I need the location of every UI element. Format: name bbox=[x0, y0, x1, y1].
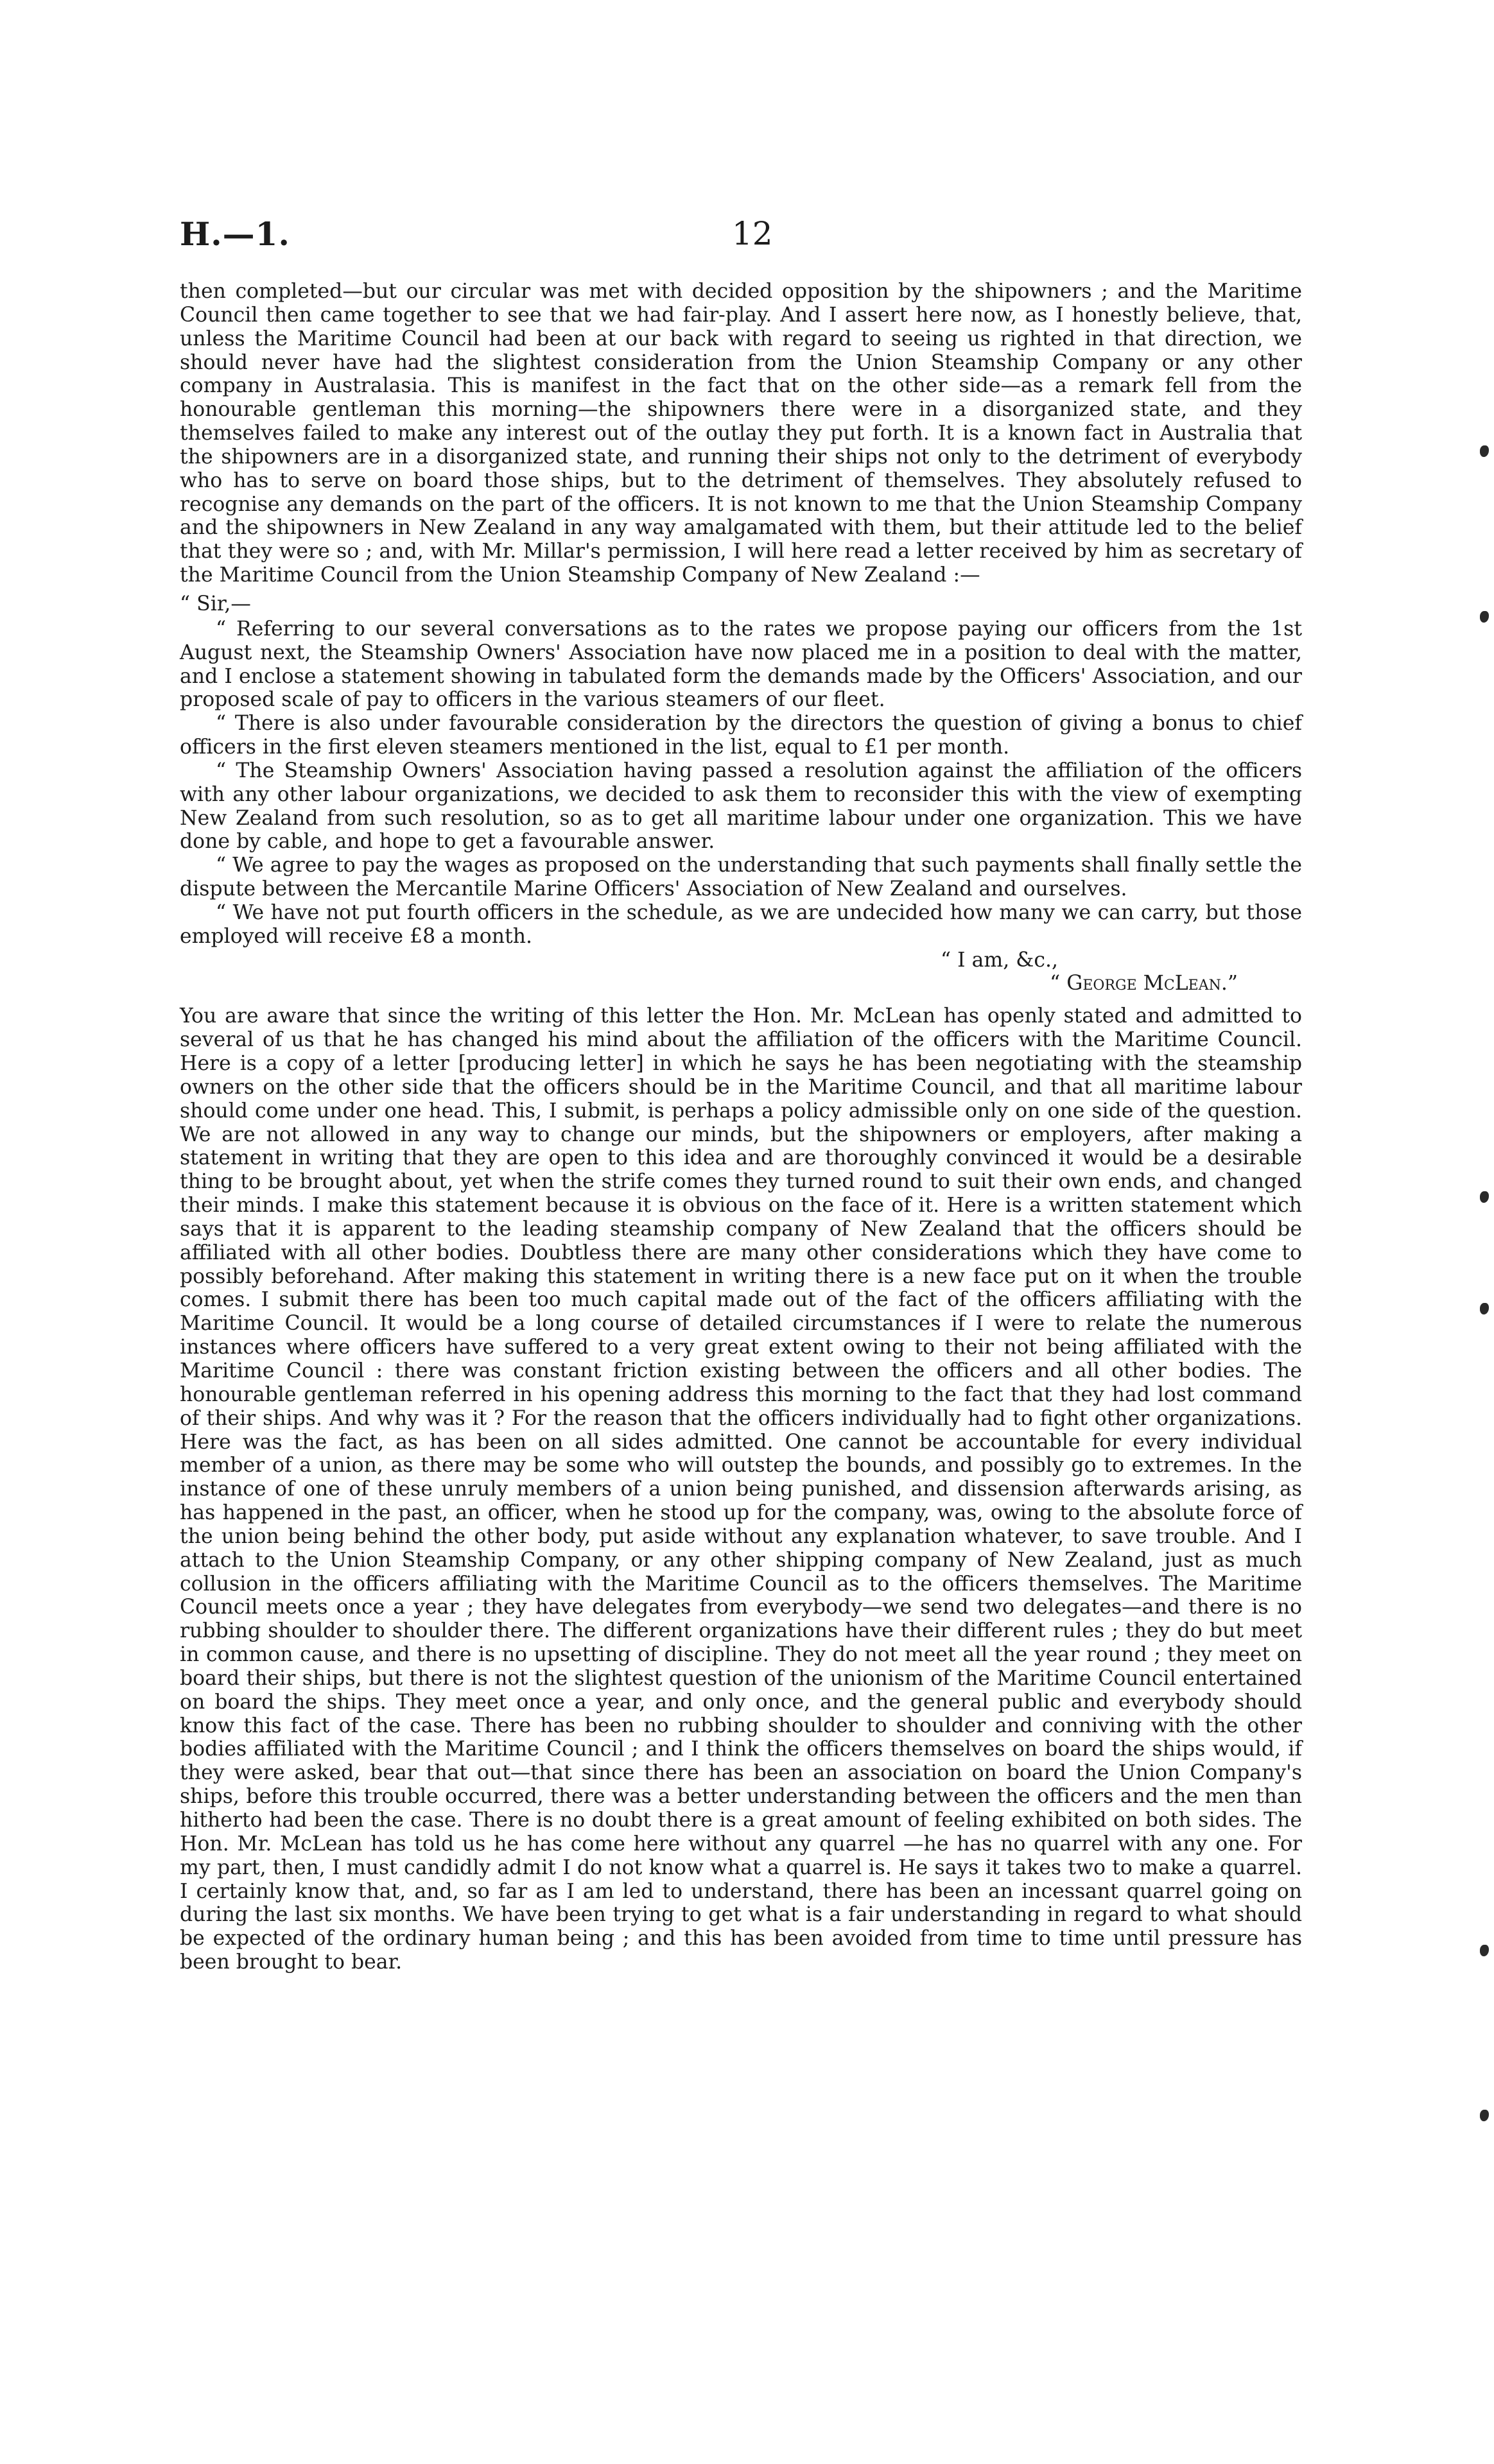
margin-ink-mark bbox=[1480, 1945, 1489, 1956]
closing-paragraph: You are aware that since the writing of this letter the Hon. Mr. McLean has openly stated and admitted to several of us that he has changed his mind about the affiliation of the officers with the Maritime Council. Here is a copy of a letter [producing letter] in which he says he has been negotiating with the steamship owners on the other side that the officers should be in the Maritime Council, and that all maritime labour should come under one head. This, I submit, is perhaps a policy admissible only on one side of the question. We are not allowed in any way to change our minds, but the shipowners or employers, after making a statement in writing that they are open to this idea and are thoroughly convinced it would be a desirable thing to be brought about, yet when the strife comes they turned round to suit their own ends, and changed their minds. I make this statement because it is obvious on the face of it. Here is a written statement which says that it is apparent to the leading steamship company of New Zealand that the officers should be affiliated with all other bodies. Doubtless there are many other considerations which they have come to possibly beforehand. After making this statement in writing there is a new face put on it when the trouble comes. I submit there has been too much capital made out of the fact of the officers affiliating with the Maritime Council. It would be a long course of detailed circumstances if I were to relate the numerous instances where officers have suffered to a very great extent owing to their not being affiliated with the Maritime Council : there was constant friction existing between the officers and all other bodies. The honourable gentleman referred in his opening address this morning to the fact that they had lost command of their ships. And why was it ? For the reason that the officers individually had to fight other organizations. Here was the fact, as has been on all sides admitted. One cannot be accountable for every individual member of a union, as there may be some who will outstep the bounds, and possibly go to extremes. In the instance of one of these unruly members of a union being punished, and dissension afterwards arising, as has happened in the past, an officer, when he stood up for the company, was, owing to the absolute force of the union being behind the other body, put aside without any explanation whatever, to save trouble. And I attach to the Union Steamship Company, or any other shipping company of New Zealand, just as much collusion in the officers affiliating with the Maritime Council as to the officers themselves. The Maritime Council meets once a year ; they have delegates from everybody—we send two delegates—and there is no rubbing shoulder to shoulder there. The different organizations have their different rules ; they do but meet in common cause, and there is no upsetting of discipline. They do not meet all the year round ; they meet on board their ships, but there is not the slightest question of the unionism of the Maritime Council entertained on board the ships. They meet once a year, and only once, and the general public and everybody should know this fact of the case. There has been no rubbing shoulder to shoulder and conniving with the other bodies affiliated with the Maritime Council ; and I think the officers themselves on board the ships would, if they were asked, bear that out—that since there has been an association on board the Union Company's ships, before this trouble occurred, there was a better understanding between the officers and the men than hitherto had been the case. There is no doubt there is a great amount of feeling exhibited on both sides. The Hon. Mr. McLean has told us he has come here without any quarrel —he has no quarrel with any one. For my part, then, I must candidly admit I do not know what a quarrel is. He says it takes two to make a quarrel. I certainly know that, and, so far as I am led to understand, there has been an incessant quarrel going on during the last six months. We have been trying to get what is a fair understanding in regard to what should be expected of the ordinary human being ; and this has been avoided from time to time until pressure has been brought to bear. bbox=[180, 1004, 1302, 1974]
letter-paragraph: “ There is also under favourable consideration by the directors the question of giving a bonus to chief officers in the first eleven steamers mentioned in the list, equal to £1 per month. bbox=[180, 712, 1302, 759]
page-number: 12 bbox=[732, 215, 773, 252]
quoted-letter bbox=[180, 592, 1302, 995]
margin-ink-mark bbox=[1480, 1191, 1489, 1203]
body-text bbox=[180, 280, 1302, 1974]
page-header bbox=[180, 215, 1310, 260]
opening-paragraph: then completed—but our circular was met with decided opposition by the shipowners ; and the Maritime Council then came together to see that we had fair-play. And I assert here now, as I honestly believe, that, unless the Maritime Council had been at our back with regard to seeing us righted in that direction, we should never have had the slightest consideration from the Union Steamship Company or any other company in Australasia. This is manifest in the fact that on the other side—as a remark fell from the honourable gentleman this morning—the shipowners there were in a disorganized state, and they themselves failed to make any interest out of the outlay they put forth. It is a known fact in Australia that the shipowners are in a disorganized state, and running their ships not only to the detriment of everybody who has to serve on board those ships, but to the detriment of themselves. They absolutely refused to recognise any demands on the part of the officers. It is not known to me that the Union Steamship Company and the shipowners in New Zealand in any way amalgamated with them, but their attitude led to the belief that they were so ; and, with Mr. Millar's permission, I will here read a letter received by him as secretary of the Maritime Council from the Union Steamship Company of New Zealand :— bbox=[180, 280, 1302, 587]
letter-paragraph: “ The Steamship Owners' Association having passed a resolution against the affiliation of the officers with any other labour organizations, we decided to ask them to reconsider this with the view of exempting New Zealand from such resolution, so as to get all maritime labour under one organization. This we have done by cable, and hope to get a favourable answer. bbox=[180, 759, 1302, 854]
document-code: H.—1. bbox=[180, 215, 290, 253]
margin-ink-mark bbox=[1480, 2110, 1489, 2121]
letter-closing: “ I am, &c., bbox=[941, 948, 1058, 972]
margin-ink-mark bbox=[1480, 1303, 1489, 1314]
margin-ink-mark bbox=[1480, 611, 1489, 623]
letter-paragraph: “ We agree to pay the wages as proposed on the understanding that such payments shall finally settle the dispute between the Mercantile Marine Officers' Association of New Zealand and ourselves. bbox=[180, 854, 1302, 901]
letter-last-paragraph bbox=[180, 901, 1302, 949]
letter-paragraph: “ Referring to our several conversations as to the rates we propose paying our officers from the 1st August next, the Steamship Owners' Association have now placed me in a position to deal with the matter, and I enclose a statement showing in tabulated form the demands made by the Officers' Association, and our proposed scale of pay to officers in the various steamers of our fleet. bbox=[180, 617, 1302, 712]
letter-last-paragraph-text: “ We have not put fourth officers in the schedule, as we are undecided how many we can carry, but those employed will receive £8 a month. bbox=[180, 900, 1302, 948]
letter-signature: “ George McLean.” bbox=[1050, 972, 1238, 995]
letter-salutation: “ Sir,— bbox=[180, 592, 251, 616]
margin-ink-mark bbox=[1480, 445, 1489, 457]
